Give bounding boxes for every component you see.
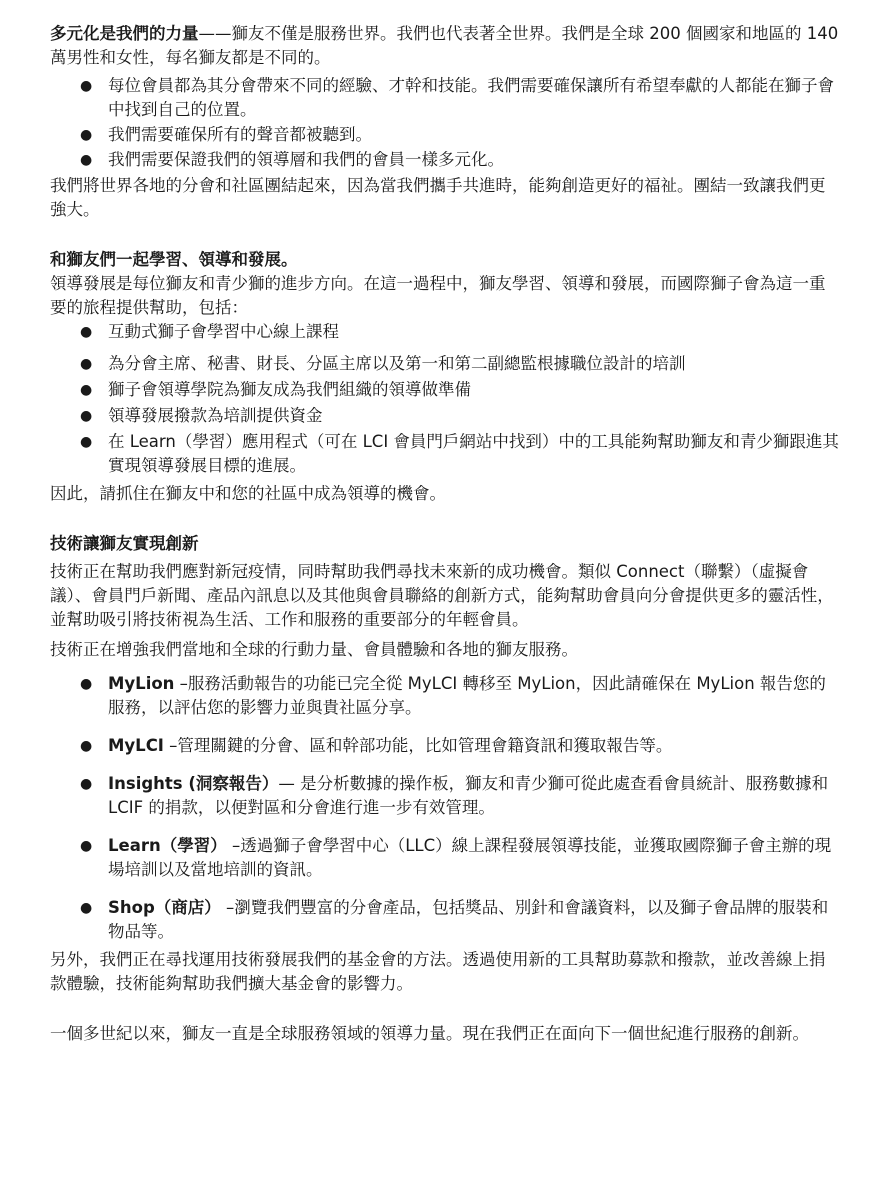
section-diversity-intro-text: ——獅友不僅是服務世界。我們也代表著全世界。我們是全球 200 個國家和地區的 140 萬男性和女性，每名獅友都是不同的。	[50, 24, 839, 67]
list-item: ● 互動式獅子會學習中心線上課程	[50, 320, 840, 344]
section-technology-para2: 技術正在增強我們當地和全球的行動力量、會員體驗和各地的獅友服務。	[50, 640, 578, 659]
closing-paragraph: 一個多世紀以來，獅友一直是全球服務領域的領導力量。現在我們正在面向下一個世紀進行服務的創新。	[50, 1024, 809, 1043]
leadership-bullet-list	[50, 320, 840, 478]
list-item: ● Learn（學習） –透過獅子會學習中心（LLC）線上課程發展領導技能，並獲取國際獅子會主辦的現場培訓以及當地培訓的資訊。	[80, 836, 832, 879]
bullet-icon: ●	[80, 356, 93, 372]
list-item: ● MyLion –服務活動報告的功能已完全從 MyLCI 轉移至 MyLion，因此請確保在 MyLion 報告您的服務，以評估您的影響力並與貴社區分享。	[80, 674, 826, 717]
bullet-icon: ●	[80, 127, 93, 143]
section-technology-heading: 技術讓獅友實現創新	[50, 534, 199, 553]
list-item: ● 我們需要確保所有的聲音都被聽到。	[50, 123, 840, 147]
bullet-icon: ●	[80, 152, 93, 168]
list-item: ● Insights (洞察報告）— 是分析數據的操作板，獅友和青少獅可從此處查看會員統計、服務數據和 LCIF 的捐款，以便對區和分會進行進一步有效管理。	[80, 774, 829, 817]
section-technology-para1: 技術正在幫助我們應對新冠疫情，同時幫助我們尋找未來新的成功機會。類似 Connect（聯繫）（虛擬會議）、會員門戶新聞、產品內訊息以及其他與會員聯絡的創新方式，能夠幫助會員向分會提供更多的靈活性，並幫助吸引將技術視為生活、工作和服務的重要部分的年輕會員。	[50, 562, 834, 629]
list-item: ● Shop（商店） –瀏覽我們豐富的分會產品，包括獎品、別針和會議資料，以及獅子會品牌的服裝和物品等。	[80, 898, 829, 941]
section-diversity-closing: 我們將世界各地的分會和社區團結起來，因為當我們攜手共進時，能夠創造更好的福祉。團結一致讓我們更強大。	[50, 176, 826, 219]
section-diversity-intro	[50, 22, 840, 70]
document-page	[50, 22, 840, 1046]
section-leadership-intro: 領導發展是每位獅友和青少獅的進步方向。在這一過程中，獅友學習、領導和發展，而國際獅子會為這一重要的旅程提供幫助，包括：	[50, 274, 826, 317]
section-leadership	[50, 248, 840, 506]
bullet-icon: ●	[80, 676, 93, 692]
list-item: ● 我們需要保證我們的領導層和我們的會員一樣多元化。	[50, 148, 840, 172]
bullet-icon: ●	[80, 738, 93, 754]
section-diversity	[50, 22, 840, 222]
list-item: ● 在 Learn（學習）應用程式（可在 LCI 會員門戶網站中找到）中的工具能夠幫助獅友和青少獅跟進其實現領導發展目標的進展。	[80, 432, 839, 475]
list-item: ● 獅子會領導學院為獅友成為我們組織的領導做準備	[50, 378, 840, 402]
bullet-icon: ●	[80, 776, 93, 792]
section-technology-para3: 另外，我們正在尋找運用技術發展我們的基金會的方法。透過使用新的工具幫助募款和撥款，並改善線上捐款體驗，技術能夠幫助我們擴大基金會的影響力。	[50, 950, 826, 993]
bullet-icon: ●	[80, 382, 93, 398]
section-leadership-heading: 和獅友們一起學習、領導和發展。	[50, 250, 298, 269]
bullet-icon: ●	[80, 408, 93, 424]
bullet-icon: ●	[80, 324, 93, 340]
section-leadership-closing: 因此，請抓住在獅友中和您的社區中成為領導的機會。	[50, 484, 446, 503]
bullet-icon: ●	[80, 434, 93, 450]
technology-bullet-list	[50, 672, 840, 944]
bullet-icon: ●	[80, 900, 93, 916]
bullet-icon: ●	[80, 78, 93, 94]
section-technology	[50, 532, 840, 996]
list-item: ● 每位會員都為其分會帶來不同的經驗、才幹和技能。我們需要確保讓所有希望奉獻的人都能在獅子會中找到自己的位置。	[80, 76, 834, 119]
list-item: ● 領導發展撥款為培訓提供資金	[50, 404, 840, 428]
diversity-bullet-list	[50, 74, 840, 172]
section-diversity-heading: 多元化是我們的力量	[50, 24, 199, 43]
list-item: ● MyLCI –管理關鍵的分會、區和幹部功能，比如管理會籍資訊和獲取報告等。	[50, 734, 840, 758]
list-item: ● 為分會主席、秘書、財長、分區主席以及第一和第二副總監根據職位設計的培訓	[50, 352, 840, 376]
bullet-icon: ●	[80, 838, 93, 854]
